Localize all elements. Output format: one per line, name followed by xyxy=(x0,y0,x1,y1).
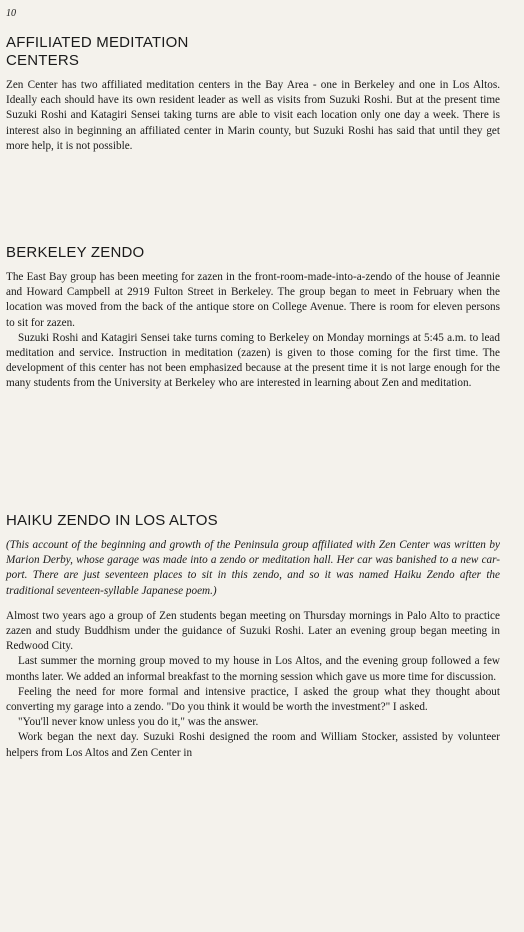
section-heading: BERKELEY ZENDO xyxy=(6,244,145,261)
paragraph: Zen Center has two affiliated meditation centers in the Bay Area - one in Berkeley and one in Los Altos. Ideally each should have its own resident leader as well as visits from Suzuki Roshi. But at the present time Suzuki Roshi and Katagiri Sensei taking turns are able to visit each location only one day a week. There is interest also in beginning an affiliated center in Marin county, but Suzuki Roshi has said that until they get more help, it is not possible. xyxy=(6,79,500,152)
paragraph: Work began the next day. Suzuki Roshi designed the room and William Stocker, assisted by volunteer helpers from Los Altos and Zen Center in xyxy=(6,731,500,759)
section-berkeley-zendo xyxy=(6,244,500,392)
page-number: 10 xyxy=(6,8,16,19)
section-haiku-zendo xyxy=(6,512,500,761)
section-heading: HAIKU ZENDO IN LOS ALTOS xyxy=(6,512,218,529)
paragraph: The East Bay group has been meeting for zazen in the front-room-made-into-a-zendo of the house of Jeannie and Howard Campbell at 2919 Fulton Street in Berkeley. The group began to meet in February when the location was moved from the back of the antique store on College Avenue. There is room for eleven persons to sit for zazen. xyxy=(6,271,500,329)
paragraph: Last summer the morning group moved to my house in Los Altos, and the evening group followed a few months later. We added an informal breakfast to the morning session which gave us more time for discussion. xyxy=(6,655,500,683)
section-affiliated-centers xyxy=(6,34,500,154)
intro-paragraph: (This account of the beginning and growth of the Peninsula group affiliated with Zen Center was written by Marion Derby, whose garage was made into a zendo or meditation hall. Her car was banished to a new car-port. There are just seventeen places to sit in this zendo, and so it was named Haiku Zendo after the traditional seventeen-syllable Japanese poem.) xyxy=(6,539,500,597)
paragraph: "You'll never know unless you do it," was the answer. xyxy=(18,716,259,729)
paragraph: Almost two years ago a group of Zen students began meeting on Thursday mornings in Palo Alto to practice zazen and study Buddhism under the guidance of Suzuki Roshi. Later an evening group began meeting in Redwood City. xyxy=(6,609,500,653)
paragraph: Suzuki Roshi and Katagiri Sensei take turns coming to Berkeley on Monday mornings at 5:45 a.m. to lead meditation and service. Instruction in meditation (zazen) is given to those coming for the first time. The development of this center has not been emphasized because at the present time it is not large enough for the many students from the University at Berkeley who are interested in learning about Zen and meditation. xyxy=(6,331,500,390)
paragraph: Feeling the need for more formal and intensive practice, I asked the group what they thought about converting my garage into a zendo. "Do you think it would be worth the investment?" I asked. xyxy=(6,685,500,714)
section-heading: AFFILIATED MEDITATION CENTERS xyxy=(6,34,189,69)
